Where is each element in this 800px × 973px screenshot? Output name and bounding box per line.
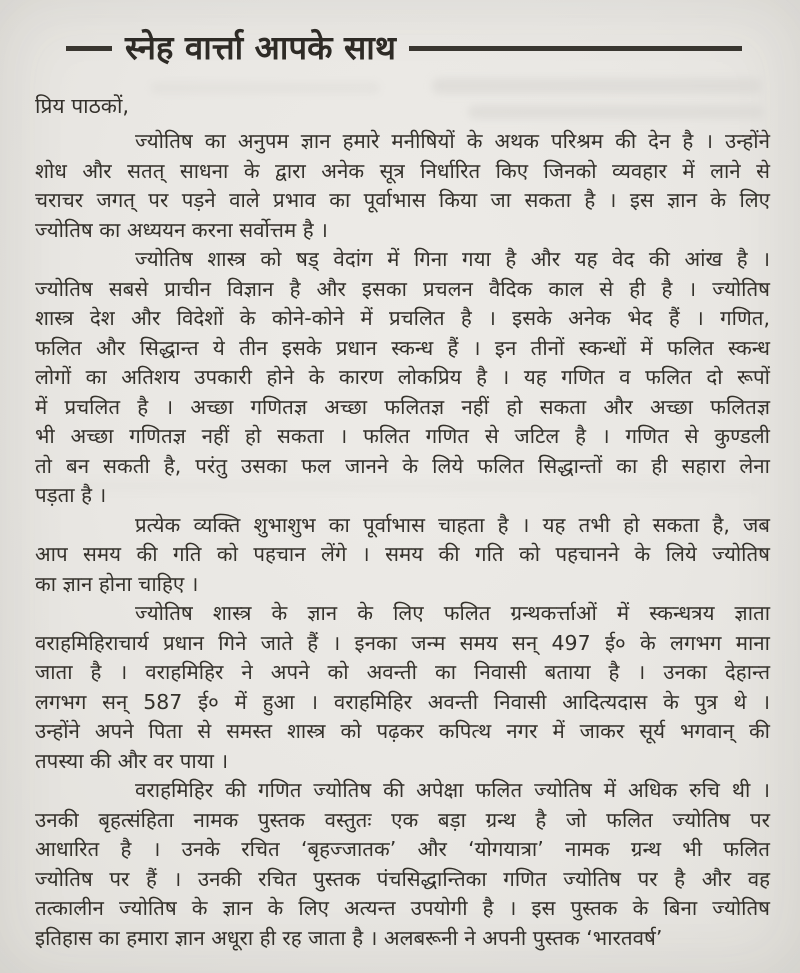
text-line: आधारित है । उनके रचित ‘बृहज्जातक’ और ‘योगयात्रा’ नामक ग्रन्थ भी फलित (35, 837, 770, 861)
text-line: शोध और सतत् साधना के द्वारा अनेक सूत्र निर्धारित किए जिनको व्यवहार में लाने से (35, 158, 770, 183)
text-line: वराहमिहिर की गणित ज्योतिष की अपेक्षा फलित ज्योतिष में अधिक रुचि थी । (135, 778, 770, 802)
text-line: तपस्या की और वर पाया । (35, 748, 229, 773)
paragraph (35, 599, 770, 776)
text-line: पड़ता है । (35, 483, 107, 507)
paragraph (35, 245, 770, 511)
text-line: लगभग सन् 587 ई० में हुआ । वराहमिहिर अवन्ती निवासी आदित्यदास के पुत्र थे । (35, 689, 770, 714)
page-title: स्नेह वार्त्ता आपके साथ (125, 28, 396, 67)
text-line: प्रत्येक व्यक्ति शुभाशुभ का पूर्वाभास चाहता है । यह तभी हो सकता है, जब (135, 512, 770, 537)
text-line: उनकी बृहत्संहिता नामक पुस्तक वस्तुतः एक बड़ा ग्रन्थ है जो फलित ज्योतिष पर (35, 807, 770, 832)
text-line: ज्योतिष सबसे प्राचीन विज्ञान है और इसका प्रचलन वैदिक काल से ही है । ज्योतिष (35, 276, 770, 301)
text-line: आप समय की गति को पहचान लेंगे । समय की गति को पहचानने के लिये ज्योतिष (35, 542, 770, 566)
text-line: ज्योतिष का अनुपम ज्ञान हमारे मनीषियों के अथक परिश्रम की देन है । उन्होंने (135, 129, 770, 153)
scan-showthrough-artifact (150, 82, 380, 94)
text-line: ज्योतिष पर हैं । उनकी रचित पुस्तक पंचसिद्धान्तिका गणित ज्योतिष पर है और वह (35, 866, 770, 891)
text-line: वराहमिहिराचार्य प्रधान गिने जाते हैं । इनका जन्म समय सन् 497 ई० के लगभग माना (35, 630, 770, 655)
text-line: ज्योतिष का अध्ययन करना सर्वोत्तम है । (35, 217, 328, 242)
text-line: में प्रचलित है । अच्छा गणितज्ञ अच्छा फलितज्ञ नहीं हो सकता और अच्छा फलितज्ञ (35, 394, 770, 419)
text-line: जाता है । वराहमिहिर ने अपने को अवन्ती का निवासी बताया है । उनका देहान्त (35, 660, 770, 684)
title-rule-right (409, 46, 742, 51)
text-line: चराचर जगत् पर पड़ने वाले प्रभाव का पूर्वाभास किया जा सकता है । इस ज्ञान के लिए (35, 188, 770, 212)
scan-showthrough-artifact (432, 78, 762, 94)
text-line: उन्होंने अपने पिता से समस्त शास्त्र को पढ़कर कपित्थ नगर में जाकर सूर्य भगवान् की (35, 719, 770, 743)
salutation: प्रिय पाठकों, (35, 94, 130, 118)
text-line: लोगों का अतिशय उपकारी होने के कारण लोकप्रिय है । यह गणित व फलित दो रूपों (35, 365, 770, 389)
title-rule-left (66, 46, 112, 51)
text-line: ज्योतिष शास्त्र के ज्ञान के लिए फलित ग्रन्थकर्त्ताओं में स्कन्धत्रय ज्ञाता (135, 601, 770, 625)
body-paragraphs (35, 127, 770, 953)
text-line: तो बन सकती है, परंतु उसका फल जानने के लिये फलित सिद्धान्तों का ही सहारा लेना (35, 453, 770, 478)
text-line: शास्त्र देश और विदेशों के कोने-कोने में प्रचलित है । इसके अनेक भेद हैं । गणित, (35, 306, 770, 330)
scan-showthrough-artifact (468, 105, 764, 119)
text-line: भी अच्छा गणितज्ञ नहीं हो सकता । फलित गणित से जटिल है । गणित से कुण्डली (35, 424, 770, 448)
paragraph (35, 776, 770, 953)
text-line: फलित और सिद्धान्त ये तीन इसके प्रधान स्कन्ध हैं । इन तीनों स्कन्धों में फलित स्कन्ध (35, 335, 770, 360)
paragraph (35, 511, 770, 600)
text-line: ज्योतिष शास्त्र को षड् वेदांग में गिना गया है और यह वेद की आंख है । (135, 247, 770, 271)
text-line: का ज्ञान होना चाहिए । (35, 571, 199, 596)
text-line: तत्कालीन ज्योतिष के ज्ञान के लिए अत्यन्त उपयोगी है । इस पुस्तक के बिना ज्योतिष (35, 896, 770, 920)
chapter-header (66, 30, 742, 66)
paragraph (35, 127, 770, 245)
text-line: इतिहास का हमारा ज्ञान अधूरा ही रह जाता है । अलबरूनी ने अपनी पुस्तक ‘भारतवर्ष’ (35, 925, 663, 950)
